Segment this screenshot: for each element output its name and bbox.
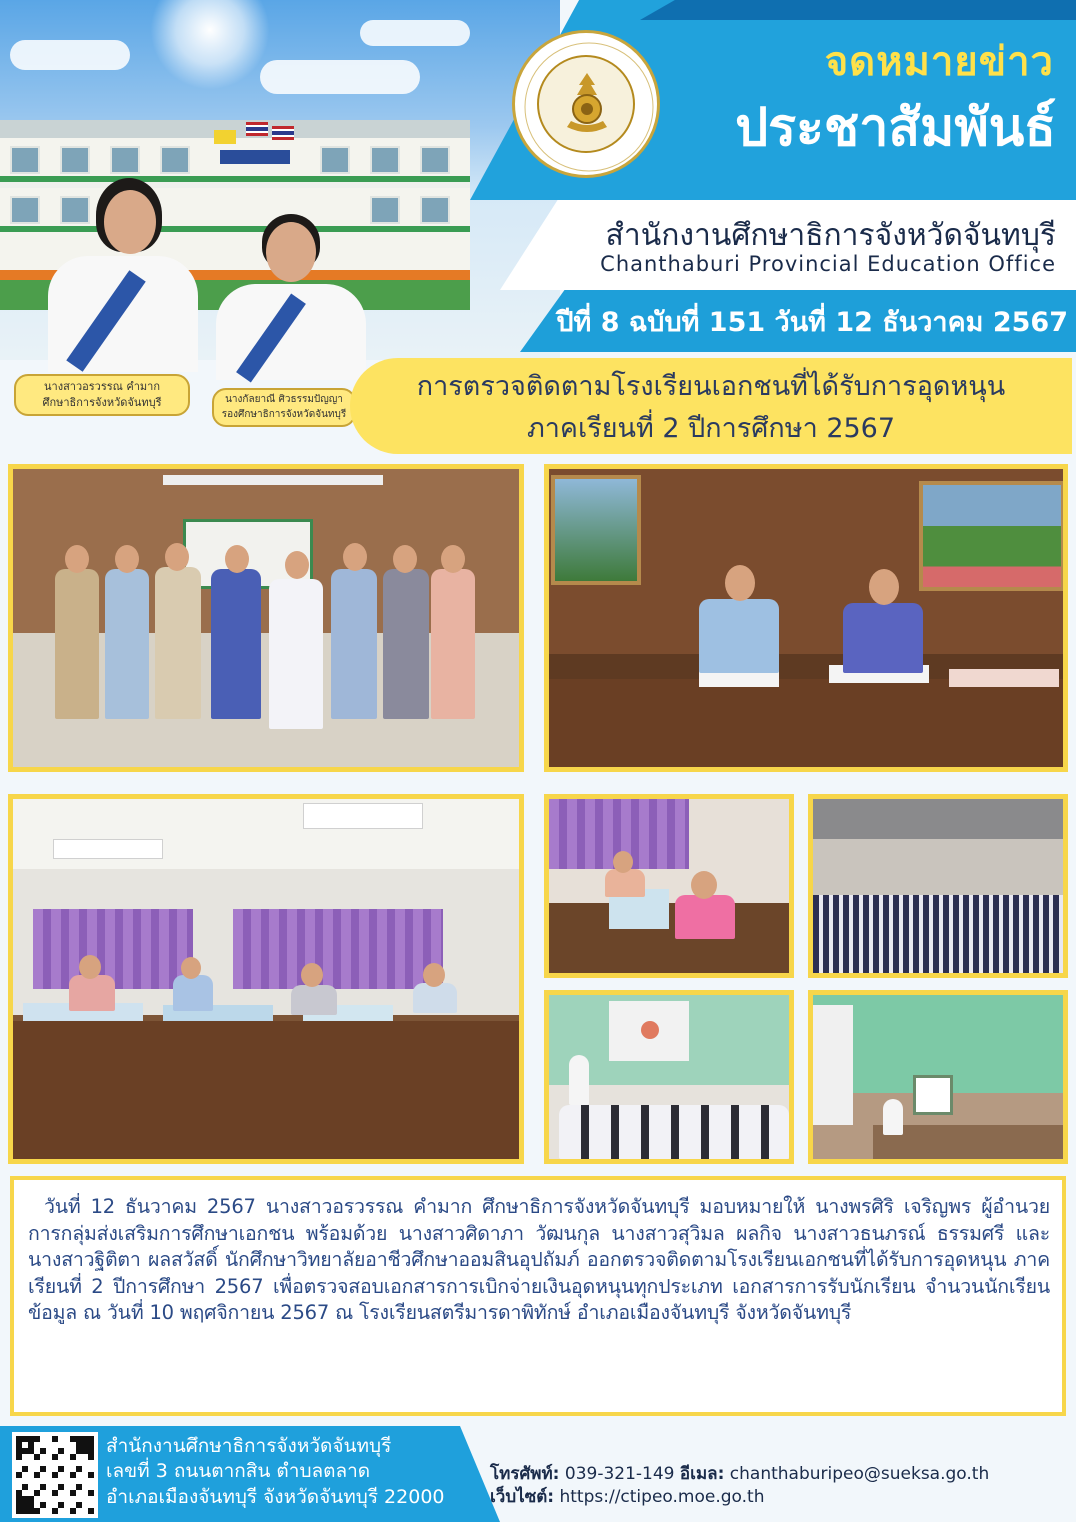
thai-flag-icon	[272, 126, 294, 140]
article-headline	[350, 358, 1072, 454]
window	[370, 196, 400, 224]
head	[393, 545, 417, 573]
person	[173, 975, 213, 1011]
head	[869, 569, 899, 605]
head	[613, 851, 633, 873]
desk	[549, 679, 1068, 769]
whiteboard	[813, 1005, 853, 1125]
issue-info: ปีที่ 8 ฉบับที่ 151 วันที่ 12 ธันวาคม 2567	[556, 307, 1068, 338]
head	[285, 551, 309, 579]
ceiling-light	[303, 803, 423, 829]
curtain	[33, 909, 193, 989]
office-name-english: Chanthaburi Provincial Education Office	[600, 252, 1056, 276]
photo-group	[8, 464, 524, 772]
footer-contact	[490, 1463, 1070, 1509]
article-body	[10, 1176, 1066, 1416]
photo-document-check-room	[8, 794, 524, 1164]
person	[675, 895, 735, 939]
cloud	[360, 20, 470, 46]
logo-emblem-circle	[537, 55, 635, 153]
head	[181, 957, 201, 979]
qr-code[interactable]	[12, 1432, 98, 1518]
official-portrait-1	[38, 170, 198, 370]
person	[431, 569, 475, 719]
photo-assembly-hall	[808, 794, 1068, 978]
students	[559, 1105, 789, 1159]
qr-module	[88, 1508, 94, 1514]
window	[370, 146, 400, 174]
headline-line-1: การตรวจติดตามโรงเรียนเอกชนที่ได้รับการอุดหนุน	[416, 371, 1006, 402]
head	[441, 545, 465, 573]
head	[423, 963, 445, 987]
papers	[949, 669, 1059, 687]
footer-street: เลขที่ 3 ถนนตากสิน ตำบลตลาด	[106, 1460, 371, 1483]
head	[115, 545, 139, 573]
ceiling-light	[163, 475, 383, 485]
office-logo	[512, 30, 660, 178]
office-name-thai: สำนักงานศึกษาธิการจังหวัดจันทบุรี	[605, 218, 1056, 253]
official-portrait-2	[210, 210, 370, 380]
person	[55, 569, 99, 719]
person	[105, 569, 149, 719]
person	[155, 567, 201, 719]
person	[605, 869, 645, 897]
headline-line-2: ภาคเรียนที่ 2 ปีการศึกษา 2567	[526, 412, 896, 444]
head	[725, 565, 755, 601]
phone-label: โทรศัพท์:	[490, 1464, 560, 1484]
school-sign	[220, 150, 290, 164]
official-position: ศึกษาธิการจังหวัดจันทบุรี	[42, 395, 162, 409]
person	[843, 603, 923, 673]
sun-glow	[150, 0, 270, 90]
window	[420, 196, 450, 224]
newsletter-subtitle: ประชาสัมพันธ์	[735, 98, 1056, 158]
photo-computer-lab	[808, 990, 1068, 1164]
education-emblem-icon	[559, 71, 615, 137]
slide-graphic	[641, 1021, 659, 1039]
door	[913, 1075, 953, 1115]
phone-number[interactable]: 039-321-149	[564, 1464, 675, 1484]
students-crowd	[813, 895, 1063, 973]
person	[291, 985, 337, 1015]
photo-teacher-desk	[544, 794, 794, 978]
head	[79, 955, 101, 979]
head	[65, 545, 89, 573]
footer-office-name: สำนักงานศึกษาธิการจังหวัดจันทบุรี	[106, 1435, 392, 1457]
head	[343, 543, 367, 571]
head	[691, 871, 717, 899]
face	[104, 190, 156, 254]
head	[165, 543, 189, 571]
face	[266, 222, 316, 282]
desk	[13, 1021, 524, 1161]
official-position: รองศึกษาธิการจังหวัดจันทบุรี	[221, 408, 347, 420]
person	[883, 1099, 903, 1135]
window	[320, 146, 350, 174]
photo-classroom	[544, 990, 794, 1164]
window	[420, 146, 450, 174]
painting	[919, 481, 1065, 591]
official-name: นางกัลยาณี ศิวธรรมปัญญา	[225, 394, 343, 405]
qr-code-pattern	[16, 1436, 94, 1514]
person	[331, 569, 377, 719]
official-name-tag-2	[212, 388, 356, 427]
person	[69, 975, 115, 1011]
website-link[interactable]: https://ctipeo.moe.go.th	[559, 1486, 765, 1507]
official-name-tag-1	[14, 374, 190, 416]
thai-flag-icon	[246, 122, 268, 136]
newsletter-title: จดหมายข่าว	[824, 39, 1054, 85]
yellow-flag-icon	[214, 130, 236, 144]
curtain	[233, 909, 443, 989]
floor	[549, 903, 789, 973]
ceiling-light	[53, 839, 163, 859]
email-label: อีเมล:	[679, 1464, 725, 1484]
cloud	[10, 40, 130, 70]
person	[699, 599, 779, 673]
photo-office-desk	[544, 464, 1068, 772]
website-label: เว็บไซต์:	[490, 1486, 555, 1507]
header-dark-strip	[640, 0, 1076, 20]
roof	[813, 799, 1063, 839]
person	[269, 579, 323, 729]
person	[383, 569, 429, 719]
footer-district: อำเภอเมืองจันทบุรี จังหวัดจันทบุรี 22000	[106, 1485, 445, 1508]
official-name: นางสาวอรวรรณ คำมาก	[44, 380, 160, 393]
painting	[551, 475, 641, 585]
head	[225, 545, 249, 573]
article-paragraph: วันที่ 12 ธันวาคม 2567 นางสาวอรวรรณ คำมาก ศึกษาธิการจังหวัดจันทบุรี มอบหมายให้ นางพรศิริ เจริญพร ผู้อำนวยการกลุ่มส่งเสริมการศึกษาเอกชน พร้อมด้วย นางสาวศิดาภา วัฒนกุล นางสาวสุวิมล ผลกิจ นางสาวธนภรณ์ ธรรมศรี และนางสาวฐิติตา ผลสวัสดิ์ นักศึกษาวิทยาลัยอาชีวศึกษาออมสินอุปถัมภ์ ออกตรวจติดตามโรงเรียนเอกชนที่ได้รับการอุดหนุน ภาคเรียนที่ 2 ปีการศึกษา 2567 เพื่อตรวจสอบเอกสารการเบิกจ่ายเงินอุดหนุนทุกประเภท เอกสารการรับนักเรียน จำนวนนักเรียน ข้อมูล ณ วันที่ 10 พฤศจิกายน 2567 ณ โรงเรียนสตรีมารดาพิทักษ์ อำเภอเมืองจันทบุรี จังหวัดจันทบุรี	[28, 1195, 1050, 1325]
footer-address	[106, 1434, 486, 1510]
person	[211, 569, 261, 719]
cloud	[260, 60, 420, 94]
person	[413, 983, 457, 1013]
window	[10, 146, 40, 174]
window	[10, 196, 40, 224]
head	[301, 963, 323, 987]
person	[569, 1055, 589, 1105]
email-link[interactable]: chanthaburipeo@sueksa.go.th	[729, 1464, 990, 1484]
